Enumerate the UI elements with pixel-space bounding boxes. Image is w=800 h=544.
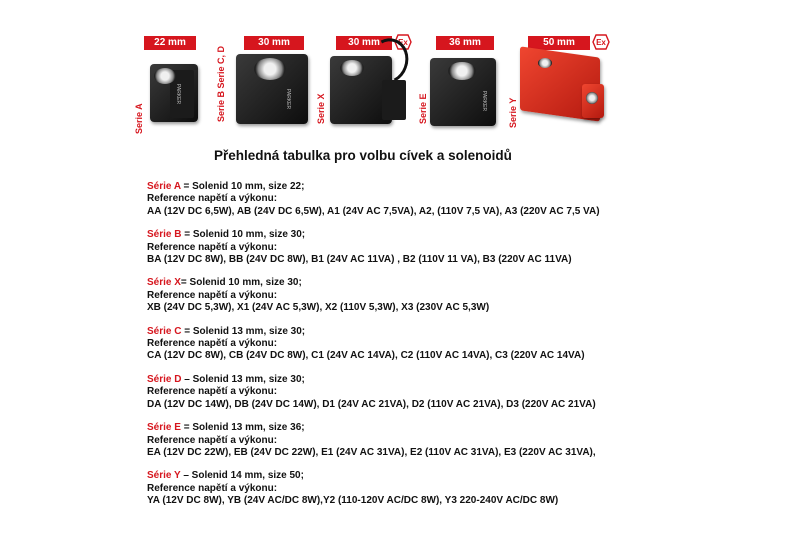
size-badge: 30 mm (336, 36, 392, 50)
series-block-x (147, 277, 787, 314)
series-block-b (147, 229, 787, 266)
series-label: Serie A (134, 103, 144, 134)
page-title: Přehledná tabulka pro volbu cívek a solenoidů (214, 148, 512, 163)
series-ref: Reference napětí a výkonu: (147, 338, 278, 350)
series-name: Série D (147, 373, 182, 385)
series-desc: = Solenid 10 mm, size 30; (180, 277, 302, 289)
series-values: DA (12V DC 14W), DB (24V DC 14W), D1 (24V AC 21VA), D2 (110V AC 21VA), D3 (220V AC 21VA) (147, 398, 596, 410)
series-desc: – Solenid 14 mm, size 50; (180, 470, 304, 482)
series-block-d (147, 374, 787, 411)
series-desc: = Solenid 13 mm, size 36; (180, 422, 305, 434)
series-heading (147, 374, 787, 386)
series-ref: Reference napětí a výkonu: (147, 386, 278, 398)
series-heading (147, 422, 787, 434)
coil-hole-icon (254, 58, 286, 80)
series-block-e (147, 422, 787, 459)
series-name: Série X (147, 277, 181, 289)
series-ref: Reference napětí a výkonu: (147, 193, 278, 205)
series-label: Serie Y (508, 97, 518, 128)
size-badge: 30 mm (244, 36, 304, 50)
coil-hole-icon (154, 68, 176, 84)
series-ref: Reference napětí a výkonu: (147, 482, 278, 494)
series-heading (147, 326, 787, 338)
brand-label: PARKER (481, 90, 488, 112)
coil-hole-icon (448, 62, 476, 80)
series-heading (147, 470, 787, 482)
coil-connector (382, 80, 406, 120)
series-list (147, 181, 787, 519)
series-values: CA (12V DC 8W), CB (24V DC 8W), C1 (24V AC 14VA), C2 (110V AC 14VA), C3 (220V AC 14VA) (147, 350, 585, 362)
size-badge: 22 mm (144, 36, 196, 50)
series-label: Serie E (418, 93, 428, 124)
connector-hole-icon (586, 92, 598, 104)
series-values: YA (12V DC 8W), YB (24V AC/DC 8W),Y2 (110-120V AC/DC 8W), Y3 220-240V AC/DC 8W) (147, 495, 559, 507)
series-heading (147, 277, 787, 289)
series-ref: Reference napětí a výkonu: (147, 434, 278, 446)
series-heading (147, 229, 787, 241)
coil-hole-icon (340, 60, 364, 76)
series-name: Série A (147, 181, 181, 192)
series-ref: Reference napětí a výkonu: (147, 241, 278, 253)
series-desc: = Solenid 10 mm, size 30; (181, 229, 306, 241)
series-label: Serie X (316, 93, 326, 124)
series-name: Série E (147, 422, 181, 434)
series-name: Série B (147, 229, 182, 241)
series-values: AA (12V DC 6,5W), AB (24V DC 6,5W), A1 (24V AC 7,5VA), A2, (110V 7,5 VA), A3 (220V AC 7,5 VA) (147, 205, 600, 217)
ex-text: Ex (596, 38, 606, 47)
coil-hole-icon (538, 58, 552, 68)
brand-label: PARKER (175, 83, 182, 105)
series-values: BA (12V DC 8W), BB (24V DC 8W), B1 (24V AC 11VA) , B2 (110V 11 VA), B3 (220V AC 11VA) (147, 254, 572, 266)
series-desc: = Solenid 10 mm, size 22; (180, 181, 305, 192)
series-block-y (147, 470, 787, 507)
series-desc: – Solenid 13 mm, size 30; (181, 373, 305, 385)
brand-label: PARKER (285, 88, 292, 110)
size-badge: 50 mm (528, 36, 590, 50)
ex-hazard-icon (592, 34, 610, 50)
series-heading (147, 181, 787, 193)
series-ref: Reference napětí a výkonu: (147, 289, 278, 301)
series-name: Série Y (147, 470, 181, 482)
series-desc: = Solenid 13 mm, size 30; (181, 325, 306, 337)
series-name: Série C (147, 325, 182, 337)
coil-images-strip (0, 0, 800, 140)
series-block-c (147, 326, 787, 363)
ex-text: Ex (398, 38, 408, 47)
series-block-a (147, 181, 787, 218)
series-values: EA (12V DC 22W), EB (24V DC 22W), E1 (24V AC 31VA), E2 (110V AC 31VA), E3 (220V AC 31VA), (147, 446, 596, 458)
series-values: XB (24V DC 5,3W), X1 (24V AC 5,3W), X2 (110V 5,3W), X3 (230V AC 5,3W) (147, 302, 490, 314)
series-label: Serie B Serie C, D (216, 45, 226, 122)
size-badge: 36 mm (436, 36, 494, 50)
